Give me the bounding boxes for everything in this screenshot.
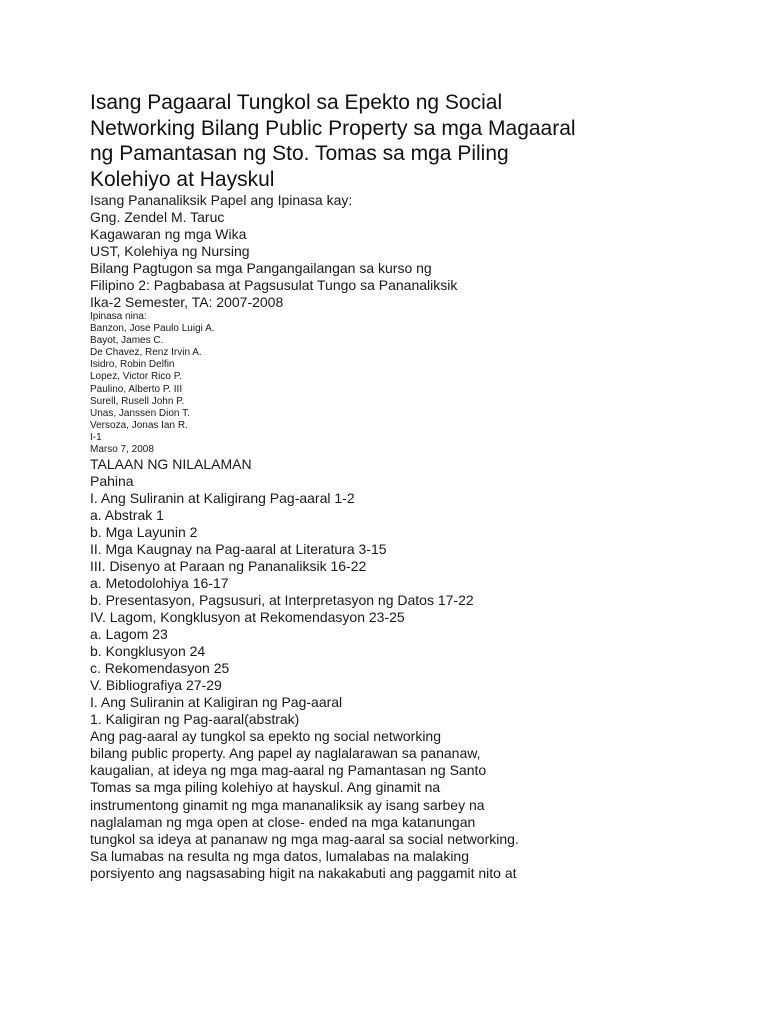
author-line: De Chavez, Renz Irvin A. (90, 347, 202, 359)
body-line: bilang public property. Ang papel ay naglalarawan sa pananaw, (90, 745, 481, 762)
author-line: Unas, Janssen Dion T. (90, 407, 190, 419)
toc-item: I. Ang Suliranin at Kaligirang Pag-aaral 1-2 (90, 490, 355, 507)
date-line: Marso 7, 2008 (90, 444, 154, 456)
body-line: Sa lumabas na resulta ng mga datos, lumalabas na malaking (90, 847, 469, 864)
toc-item: c. Rekomendasyon 25 (90, 660, 230, 677)
info-line: Ika-2 Semester, TA: 2007-2008 (90, 294, 284, 310)
info-line: Gng. Zendel M. Taruc (90, 209, 225, 225)
toc-item: V. Bibliografiya 27-29 (90, 677, 222, 694)
author-line: Isidro, Robin Delfin (90, 359, 175, 371)
info-line: Kagawaran ng mga Wika (90, 226, 247, 242)
author-line: Lopez, Victor Rico P. (90, 371, 182, 383)
toc-item: b. Mga Layunin 2 (90, 524, 198, 541)
body-line: kaugalian, at ideya ng mga mag-aaral ng Pamantasan ng Santo (90, 762, 487, 779)
toc-item: a. Abstrak 1 (90, 507, 164, 524)
author-line: Surell, Rusell John P. (90, 395, 185, 407)
body-line: Tomas sa mga piling kolehiyo at hayskul. Ang ginamit na (90, 779, 441, 796)
toc-heading: TALAAN NG NILALAMAN (90, 456, 252, 473)
submission-info (90, 192, 730, 311)
toc-item: IV. Lagom, Kongklusyon at Rekomendasyon 23-25 (90, 609, 405, 626)
body-line: Ang pag-aaral ay tungkol sa epekto ng social networking (90, 728, 441, 745)
body-line: tungkol sa ideya at pananaw ng mga mag-aaral sa social networking. (90, 830, 519, 847)
title-line: Networking Bilang Public Property sa mga Magaaral (90, 116, 576, 140)
author-line: Banzon, Jose Paulo Luigi A. (90, 323, 215, 335)
body-line: porsiyento ang nagsasabing higit na nakakabuti ang paggamit nito at (90, 864, 517, 881)
author-line: Paulino, Alberto P. III (90, 383, 183, 395)
info-line: Bilang Pagtugon sa mga Pangangailangan sa kurso ng (90, 260, 432, 276)
info-line: UST, Kolehiya ng Nursing (90, 243, 250, 259)
info-line: Filipino 2: Pagbabasa at Pagsusulat Tungo sa Pananaliksik (90, 277, 458, 293)
document-title (90, 90, 730, 192)
title-line: Isang Pagaaral Tungkol sa Epekto ng Social (90, 91, 503, 114)
abstract-body (90, 728, 730, 882)
body-line: naglalaman ng mga open at close- ended na mga katanungan (90, 813, 476, 830)
title-line: Kolehiyo at Hayskul (90, 167, 275, 191)
subsection-heading: 1. Kaligiran ng Pag-aaral(abstrak) (90, 711, 300, 728)
toc-item: II. Mga Kaugnay na Pag-aaral at Literatura 3-15 (90, 541, 387, 558)
toc-item: b. Kongklusyon 24 (90, 643, 206, 660)
section-code: I-1 (90, 431, 102, 443)
authors-list (90, 311, 730, 456)
toc-page-label: Pahina (90, 473, 134, 490)
table-of-contents (90, 456, 730, 728)
author-line: Bayot, James C. (90, 335, 164, 347)
toc-item: a. Lagom 23 (90, 626, 168, 643)
toc-item: III. Disenyo at Paraan ng Pananaliksik 16-22 (90, 558, 367, 575)
author-line: Ipinasa nina: (90, 311, 147, 322)
document-page (90, 90, 730, 882)
body-line: instrumentong ginamit ng mga mananaliksik ay isang sarbey na (90, 796, 485, 813)
toc-item: b. Presentasyon, Pagsusuri, at Interpretasyon ng Datos 17-22 (90, 592, 474, 609)
title-line: ng Pamantasan ng Sto. Tomas sa mga Piling (90, 142, 509, 165)
info-line: Isang Pananaliksik Papel ang Ipinasa kay: (90, 192, 353, 208)
toc-item: a. Metodolohiya 16-17 (90, 575, 229, 592)
section-heading: I. Ang Suliranin at Kaligiran ng Pag-aaral (90, 694, 343, 711)
author-line: Versoza, Jonas Ian R. (90, 419, 188, 431)
